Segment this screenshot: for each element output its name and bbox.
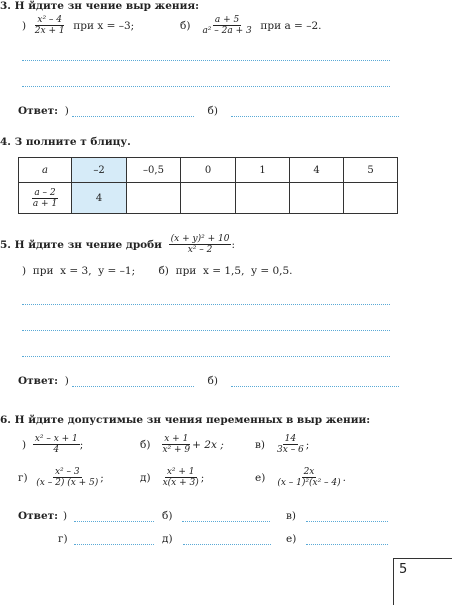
task6-answer-d: г)	[58, 533, 154, 545]
task3-title: 3. Н йдите зн чение выр жения:	[0, 0, 200, 12]
task6-answer-field[interactable]	[183, 534, 271, 545]
task6-answer-f: е)	[286, 533, 388, 545]
table-header-cell: 0	[181, 158, 236, 183]
table-header-cell: 4	[290, 158, 344, 183]
task5-answer-a-field[interactable]	[72, 376, 194, 387]
task4-header-row	[19, 158, 398, 183]
table-header-cell: –2	[72, 158, 127, 183]
task6-answer-field[interactable]	[306, 534, 388, 545]
task6-answer-field[interactable]	[182, 511, 270, 522]
task6-expression-c: в) $\frac{14}{3x - 6}$ ;	[255, 434, 310, 455]
table-row-label: $\frac{a - 2}{a + 1}$	[19, 183, 72, 214]
task3-answer-a-field[interactable]	[72, 106, 194, 117]
table-cell[interactable]	[181, 183, 236, 214]
task6-answer-e: д)	[162, 533, 271, 545]
task6-expression-f: е) $\frac{2x}{\text{(x – 1)²(x² – 4)}}$ .	[255, 467, 346, 488]
task5-title-row: 5. Н йдите зн чение дроби $\frac{\text{(x + y)² + 10}}{\text{x² – 2}}$ :	[0, 234, 235, 255]
task3-expression-b: б) $\frac{a + 5}{\text{a² – 2a + 3}}$ при a = –2.	[180, 15, 322, 36]
task3-work-line-2[interactable]	[22, 86, 390, 87]
task6-expression-d: г) $\frac{\text{x² – 3}}{(x - 2) (x + 5)}$ ;	[18, 467, 104, 488]
table-header-cell: –0,5	[127, 158, 181, 183]
task5-fraction: $\frac{\text{(x + y)² + 10}}{\text{x² – 2}}$	[170, 234, 230, 255]
task5-title: 5. Н йдите зн чение дроби	[0, 238, 162, 251]
task4-title: 4. З полните т блицу.	[0, 136, 131, 148]
task3-work-line-1[interactable]	[22, 60, 390, 61]
task5-work-line-2[interactable]	[22, 330, 390, 331]
task4-table	[18, 157, 398, 214]
task6-expression-e: д) $\frac{\text{x² + 1}}{x(x + 3)}$ ;	[140, 467, 205, 488]
task3-expression-a: ) $\frac{\text{x² – 4}}{2x + 1}$ при x = –3;	[22, 15, 135, 36]
task3-fraction-a: $\frac{\text{x² – 4}}{2x + 1}$	[34, 15, 65, 36]
task6-answer-c: в)	[286, 510, 388, 522]
task6-answer-label: Ответ:	[18, 510, 59, 522]
task6-answer-a: )	[63, 510, 154, 522]
task4-value-row	[19, 183, 398, 214]
table-cell[interactable]: 4	[72, 183, 127, 214]
task3-answer-row: Ответ: ) б)	[18, 105, 399, 117]
task5-answer-b-field[interactable]	[231, 376, 399, 387]
task6-answer-b: б)	[162, 510, 270, 522]
task3-answer-b-field[interactable]	[231, 106, 399, 117]
table-header-cell: 5	[344, 158, 398, 183]
table-cell[interactable]	[236, 183, 290, 214]
task5-answer-row: Ответ: ) б)	[18, 375, 399, 387]
task6-answer-field[interactable]	[74, 534, 154, 545]
task3-fraction-b: $\frac{a + 5}{\text{a² – 2a + 3}}$	[202, 15, 252, 36]
task6-expression-a: ) $\frac{\text{x² – x + 1}}{4}$ ;	[22, 434, 84, 455]
table-cell[interactable]	[290, 183, 344, 214]
task5-work-line-1[interactable]	[22, 304, 390, 305]
table-header-cell: a	[19, 158, 72, 183]
table-header-cell: 1	[236, 158, 290, 183]
page-number: 5	[399, 562, 408, 577]
task6-answer-field[interactable]	[74, 511, 154, 522]
task6-title: 6. Н йдите допустимые зн чения переменных в выр жении:	[0, 414, 371, 426]
table-cell[interactable]	[344, 183, 398, 214]
task5-conditions: ) при x = 3, y = –1; б) при x = 1,5, y = 0,5.	[22, 265, 293, 277]
task6-expression-b: б) $\frac{x + 1}{\text{x² + 9}}$ + 2x ;	[140, 434, 224, 455]
task5-work-line-3[interactable]	[22, 356, 390, 357]
table-cell[interactable]	[127, 183, 181, 214]
task6-answer-field[interactable]	[306, 511, 388, 522]
